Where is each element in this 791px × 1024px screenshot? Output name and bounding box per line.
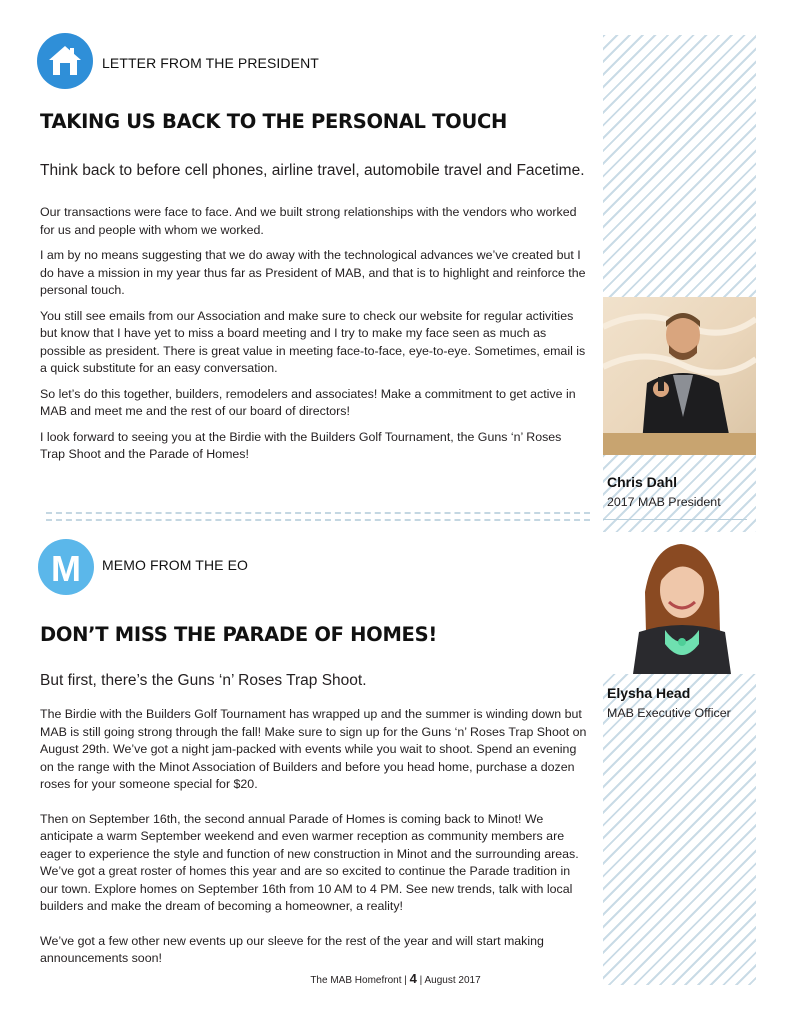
house-icon: [37, 33, 93, 89]
section-divider: [46, 512, 590, 521]
footer-publication: The MAB Homefront: [310, 975, 402, 986]
letter-body: [40, 204, 588, 472]
letter-paragraph: I look forward to seeing you at the Birdie with the Builders Golf Tournament, the Guns ‘n’ Roses Trap Shoot and the Parade of Homes!: [40, 429, 562, 461]
president-title: 2017 MAB President: [607, 495, 721, 509]
footer-issue: August 2017: [424, 975, 481, 986]
letter-paragraph: I am by no means suggesting that we do away with the technological advances we’ve created but I do have a mission in my year thus far as President of MAB, and that is to highlight and reinforce the personal touch.: [40, 248, 586, 297]
svg-text:M: M: [51, 548, 81, 589]
letter-paragraph: So let’s do this together, builders, remodelers and associates! Make a commitment to get active in MAB and meet me and the rest of our board of directors!: [40, 386, 576, 418]
footer-separator: |: [404, 975, 410, 986]
president-photo: [603, 297, 756, 455]
executive-officer-title: MAB Executive Officer: [607, 706, 731, 720]
executive-officer-photo: [603, 532, 756, 674]
section-kicker-memo: MEMO FROM THE EO: [102, 557, 249, 573]
memo-body: [40, 706, 588, 985]
letter-paragraph: Our transactions were face to face. And we built strong relationships with the vendors who worked for us and people with whom we worked.: [40, 205, 577, 237]
section-kicker-letter: LETTER FROM THE PRESIDENT: [102, 55, 319, 71]
footer-separator: |: [419, 975, 425, 986]
memo-paragraph: We’ve got a few other new events up our sleeve for the rest of the year and will start making announcements soon!: [40, 933, 544, 965]
memo-paragraph: Then on September 16th, the second annual Parade of Homes is coming back to Minot! We anticipate a warm September weekend and even warmer reception as community members are eager to experience the style and function of new construction in Minot and the surrounding areas. We’ve got a great roster of homes this year and are so excited to continue the Parade tradition in our town. Explore homes on September 16th from 10 AM to 4 PM. See new trends, talk with local builders and make the dream of becoming a homeowner, a reality!: [40, 811, 579, 913]
page-number: 4: [409, 971, 417, 986]
memo-m-icon: [38, 539, 94, 595]
intro-letter: Think back to before cell phones, airline travel, automobile travel and Facetime.: [40, 162, 585, 179]
page-title-letter: TAKING US BACK TO THE PERSONAL TOUCH: [40, 110, 508, 133]
intro-memo: But first, there’s the Guns ‘n’ Roses Trap Shoot.: [40, 672, 367, 689]
caption-divider: [603, 519, 747, 520]
sidebar-stripe-panel: [603, 35, 756, 985]
memo-paragraph: The Birdie with the Builders Golf Tournament has wrapped up and the summer is winding down but MAB is still going strong through the fall! Make sure to sign up for the Guns ‘n’ Roses Trap Shoot on August 29th. We’ve got a night jam-packed with events while you wait to shoot. Spend an evening on the range with the Minot Association of Builders and before you head home, purchase a dozen roses for your someone special for $20.: [40, 707, 587, 791]
president-name: Chris Dahl: [607, 474, 678, 490]
letter-paragraph: You still see emails from our Association and make sure to check our website for regular activities but know that I have yet to miss a board meeting and I try to make my face seen as much as possible as president. There is great value in meeting face-to-face, eye-to-eye. Sometimes, email is a quick substitute for an easy conversation.: [40, 308, 586, 375]
page-title-memo: DON’T MISS THE PARADE OF HOMES!: [40, 623, 437, 646]
executive-officer-name: Elysha Head: [607, 685, 691, 701]
page-footer: [0, 971, 791, 986]
